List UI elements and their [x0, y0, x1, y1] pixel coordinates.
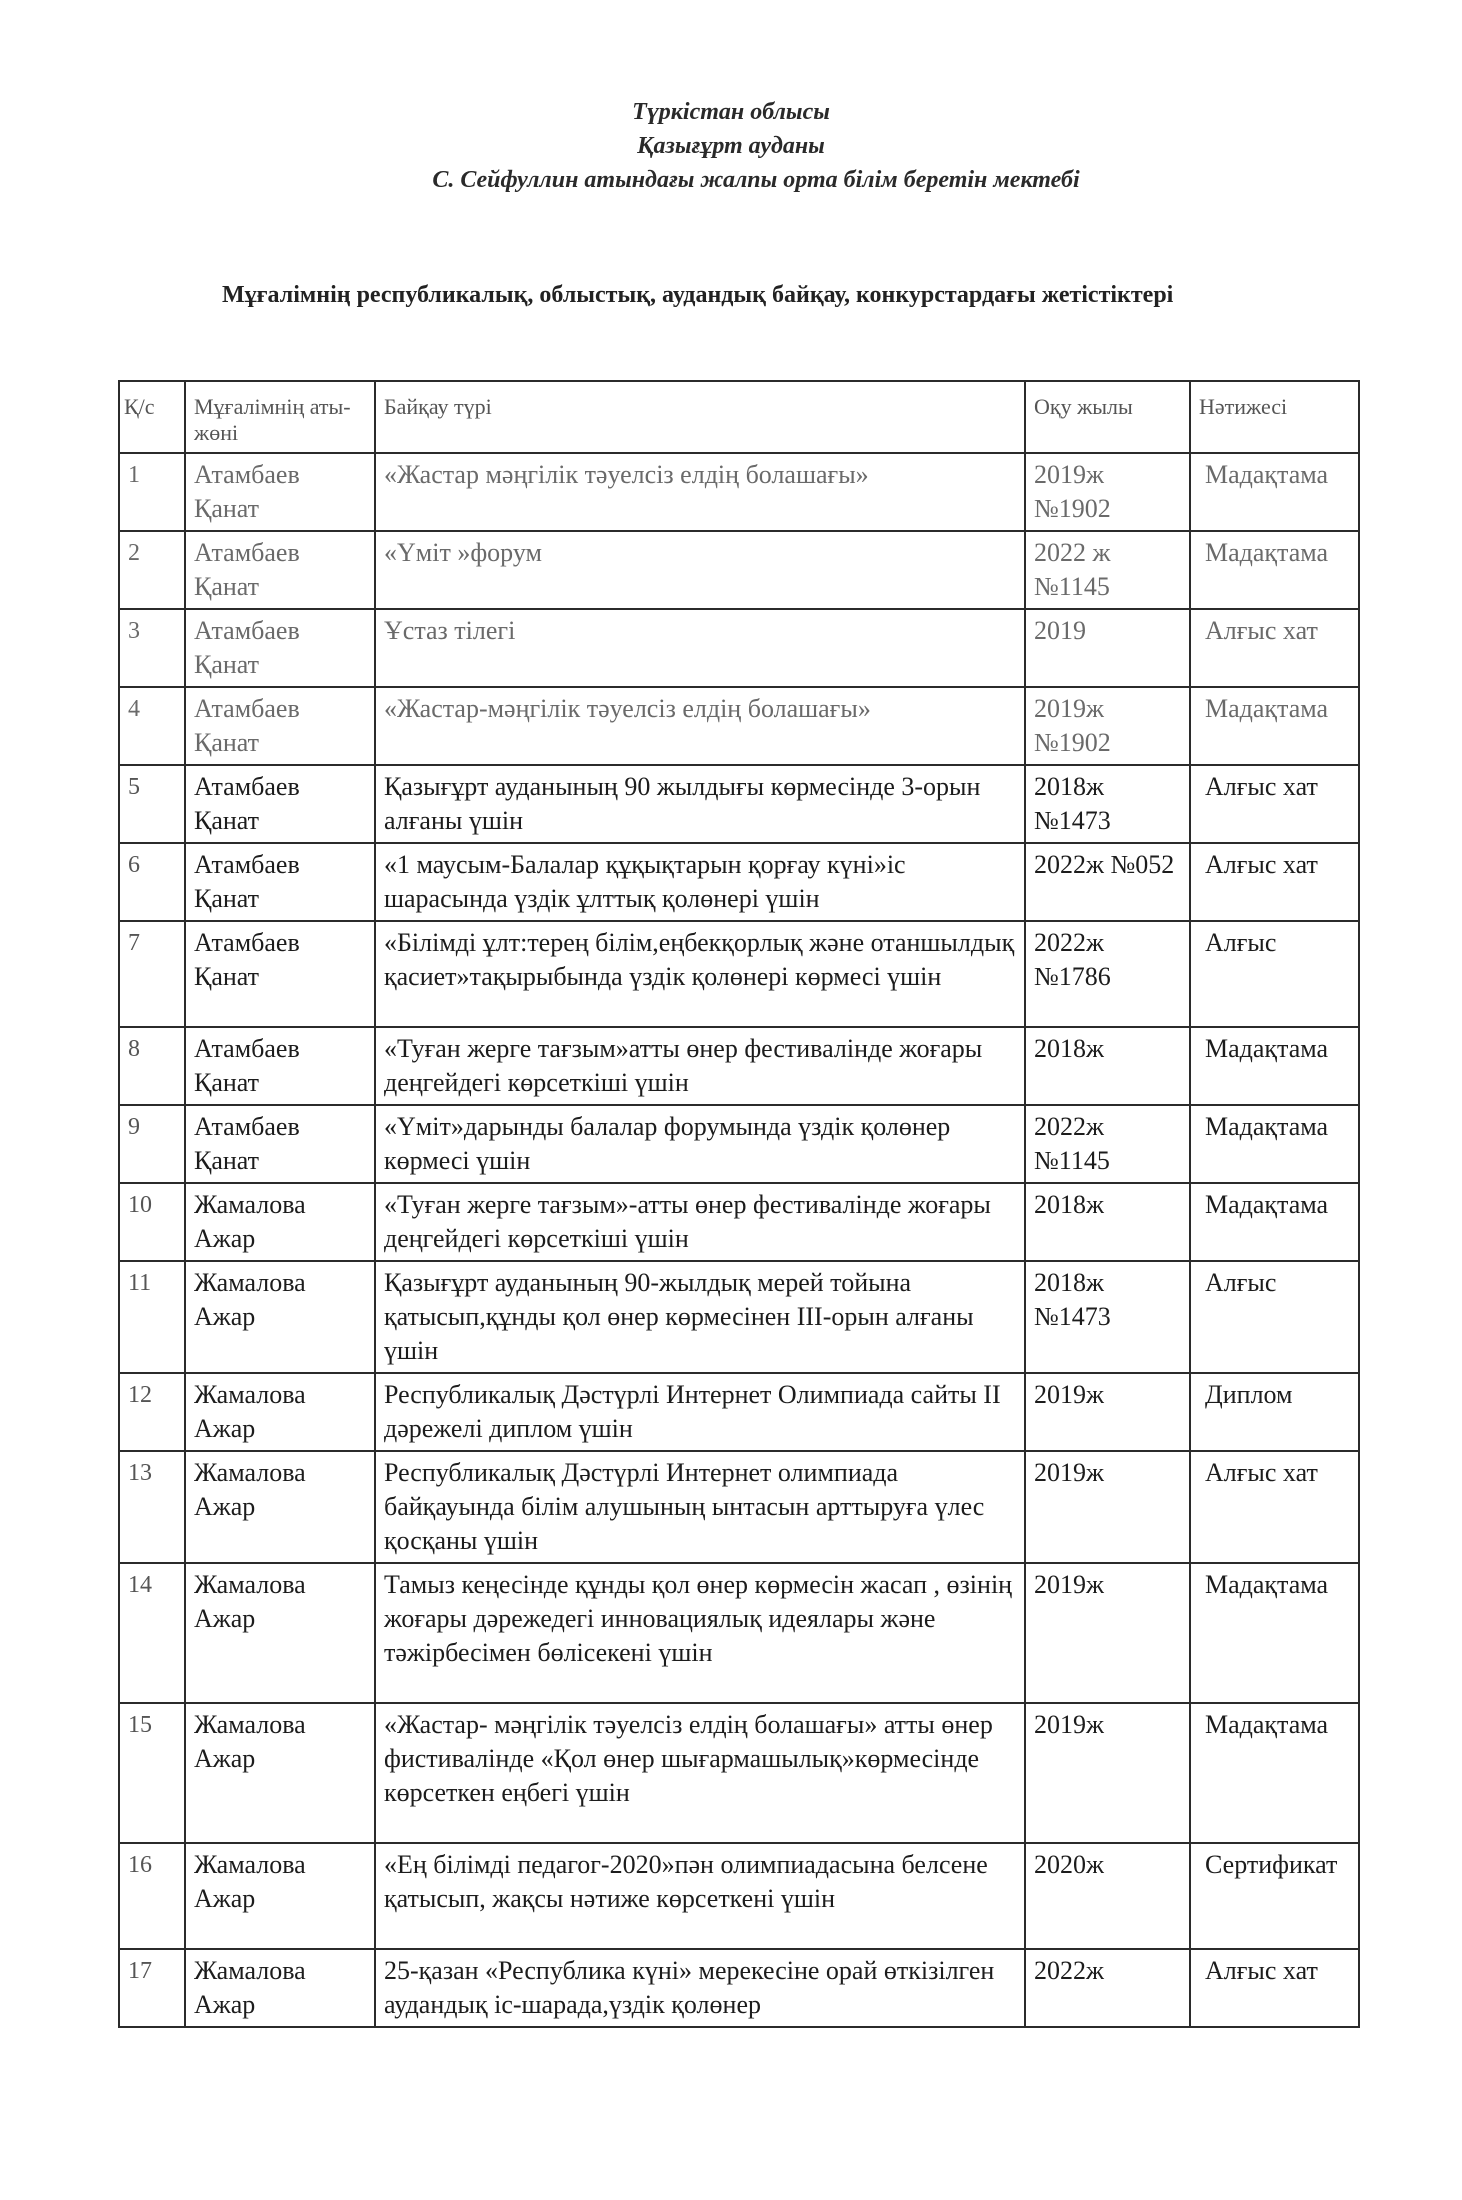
- school-year-cell: 2018ж №1473: [1025, 765, 1190, 843]
- school-year-cell: 2019ж №1902: [1025, 687, 1190, 765]
- result-cell: Алғыс хат: [1190, 1451, 1359, 1563]
- teacher-name-cell: Жамалова Ажар: [185, 1451, 375, 1563]
- table-row: [119, 1373, 1359, 1451]
- contest-type-cell: Тамыз кеңесінде құнды қол өнер көрмесін жасап , өзінің жоғары дәрежедегі инновациялық идеялары және тәжірбесімен бөлісекені үшін: [375, 1563, 1025, 1703]
- result-cell: Мадақтама: [1190, 531, 1359, 609]
- table-row: [119, 765, 1359, 843]
- teacher-name-cell: Жамалова Ажар: [185, 1949, 375, 2027]
- table-row: [119, 1563, 1359, 1703]
- table-row: [119, 921, 1359, 1027]
- table-row: [119, 687, 1359, 765]
- table-row: [119, 1703, 1359, 1843]
- teacher-name-cell: Атамбаев Қанат: [185, 843, 375, 921]
- school-year-cell: 2019ж: [1025, 1451, 1190, 1563]
- row-number-cell: 4: [119, 687, 185, 765]
- school-year-cell: 2020ж: [1025, 1843, 1190, 1949]
- row-number-cell: 14: [119, 1563, 185, 1703]
- result-cell: Мадақтама: [1190, 1183, 1359, 1261]
- table-row: [119, 843, 1359, 921]
- teacher-name-cell: Атамбаев Қанат: [185, 1027, 375, 1105]
- school-year-cell: 2019ж: [1025, 1373, 1190, 1451]
- contest-type-cell: «Жастар- мәңгілік тәуелсіз елдің болашағы» атты өнер фистивалінде «Қол өнер шығармашылық»көрмесінде көрсеткен еңбегі үшін: [375, 1703, 1025, 1843]
- teacher-name-cell: Жамалова Ажар: [185, 1703, 375, 1843]
- row-number-cell: 7: [119, 921, 185, 1027]
- district-line: Қазығұрт ауданы: [637, 133, 825, 159]
- school-year-cell: 2022 ж №1145: [1025, 531, 1190, 609]
- result-cell: Алғыс: [1190, 1261, 1359, 1373]
- contest-type-cell: Қазығұрт ауданының 90-жылдық мерей тойына қатысып,құнды қол өнер көрмесінен III-орын алғаны үшін: [375, 1261, 1025, 1373]
- school-year-cell: 2019ж: [1025, 1563, 1190, 1703]
- teacher-name-cell: Атамбаев Қанат: [185, 921, 375, 1027]
- row-number-cell: 1: [119, 453, 185, 531]
- contest-type-cell: «Білімді ұлт:терең білім,еңбекқорлық және отаншылдық қасиет»тақырыбында үздік қолөнері көрмесі үшін: [375, 921, 1025, 1027]
- header-number: Қ/с: [119, 381, 185, 453]
- result-cell: Алғыс хат: [1190, 765, 1359, 843]
- school-year-cell: 2022ж №052: [1025, 843, 1190, 921]
- contest-type-cell: «1 маусым-Балалар құқықтарын қорғау күні»іс шарасында үздік ұлттық қолөнері үшін: [375, 843, 1025, 921]
- row-number-cell: 3: [119, 609, 185, 687]
- table-row: [119, 1949, 1359, 2027]
- teacher-name-cell: Жамалова Ажар: [185, 1261, 375, 1373]
- row-number-cell: 9: [119, 1105, 185, 1183]
- contest-type-cell: «Жастар мәңгілік тәуелсіз елдің болашағы»: [375, 453, 1025, 531]
- header-result: Нәтижесі: [1190, 381, 1359, 453]
- school-year-cell: 2019: [1025, 609, 1190, 687]
- teacher-name-cell: Жамалова Ажар: [185, 1373, 375, 1451]
- result-cell: Сертификат: [1190, 1843, 1359, 1949]
- table-row: [119, 1027, 1359, 1105]
- contest-type-cell: Ұстаз тілегі: [375, 609, 1025, 687]
- contest-type-cell: «Үміт »форум: [375, 531, 1025, 609]
- result-cell: Мадақтама: [1190, 1027, 1359, 1105]
- contest-type-cell: «Туған жерге тағзым»атты өнер фестивалінде жоғары деңгейдегі көрсеткіші үшін: [375, 1027, 1025, 1105]
- result-cell: Алғыс хат: [1190, 609, 1359, 687]
- header-teacher-name: Мұғалімнің аты-жөні: [185, 381, 375, 453]
- header-contest-type: Байқау түрі: [375, 381, 1025, 453]
- row-number-cell: 6: [119, 843, 185, 921]
- contest-type-cell: 25-қазан «Республика күні» мерекесіне орай өткізілген аудандық іс-шарада,үздік қолөнер: [375, 1949, 1025, 2027]
- row-number-cell: 16: [119, 1843, 185, 1949]
- school-line: С. Сейфуллин атындағы жалпы орта білім беретін мектебі: [432, 167, 1080, 193]
- teacher-name-cell: Атамбаев Қанат: [185, 687, 375, 765]
- table-row: [119, 1183, 1359, 1261]
- school-year-cell: 2018ж: [1025, 1183, 1190, 1261]
- achievements-table: [118, 380, 1360, 2028]
- result-cell: Мадақтама: [1190, 453, 1359, 531]
- row-number-cell: 11: [119, 1261, 185, 1373]
- contest-type-cell: Республикалық Дәстүрлі Интернет олимпиада байқауында білім алушының ынтасын арттыруға үлес қосқаны үшін: [375, 1451, 1025, 1563]
- row-number-cell: 17: [119, 1949, 185, 2027]
- teacher-name-cell: Жамалова Ажар: [185, 1183, 375, 1261]
- school-year-cell: 2019ж: [1025, 1703, 1190, 1843]
- row-number-cell: 10: [119, 1183, 185, 1261]
- table-body: [119, 453, 1359, 2027]
- contest-type-cell: «Жастар-мәңгілік тәуелсіз елдің болашағы»: [375, 687, 1025, 765]
- teacher-name-cell: Атамбаев Қанат: [185, 453, 375, 531]
- school-year-cell: 2019ж №1902: [1025, 453, 1190, 531]
- result-cell: Мадақтама: [1190, 1105, 1359, 1183]
- contest-type-cell: «Туған жерге тағзым»-атты өнер фестивалінде жоғары деңгейдегі көрсеткіші үшін: [375, 1183, 1025, 1261]
- row-number-cell: 13: [119, 1451, 185, 1563]
- row-number-cell: 2: [119, 531, 185, 609]
- document-title: Мұғалімнің республикалық, облыстық, аудандық байқау, конкурстардағы жетістіктері: [222, 282, 1174, 308]
- school-year-cell: 2018ж: [1025, 1027, 1190, 1105]
- teacher-name-cell: Атамбаев Қанат: [185, 765, 375, 843]
- teacher-name-cell: Атамбаев Қанат: [185, 531, 375, 609]
- row-number-cell: 8: [119, 1027, 185, 1105]
- result-cell: Мадақтама: [1190, 1703, 1359, 1843]
- school-year-cell: 2022ж №1145: [1025, 1105, 1190, 1183]
- table-row: [119, 609, 1359, 687]
- contest-type-cell: «Үміт»дарынды балалар форумында үздік қолөнер көрмесі үшін: [375, 1105, 1025, 1183]
- school-year-cell: 2022ж: [1025, 1949, 1190, 2027]
- school-year-cell: 2022ж №1786: [1025, 921, 1190, 1027]
- table-row: [119, 1451, 1359, 1563]
- teacher-name-cell: Атамбаев Қанат: [185, 1105, 375, 1183]
- result-cell: Мадақтама: [1190, 687, 1359, 765]
- row-number-cell: 5: [119, 765, 185, 843]
- contest-type-cell: «Ең білімді педагог-2020»пән олимпиадасына белсене қатысып, жақсы нәтиже көрсеткені үшін: [375, 1843, 1025, 1949]
- result-cell: Алғыс хат: [1190, 1949, 1359, 2027]
- table-row: [119, 1843, 1359, 1949]
- row-number-cell: 15: [119, 1703, 185, 1843]
- table-row: [119, 1105, 1359, 1183]
- teacher-name-cell: Жамалова Ажар: [185, 1563, 375, 1703]
- result-cell: Мадақтама: [1190, 1563, 1359, 1703]
- school-year-cell: 2018ж №1473: [1025, 1261, 1190, 1373]
- table-row: [119, 1261, 1359, 1373]
- teacher-name-cell: Атамбаев Қанат: [185, 609, 375, 687]
- result-cell: Алғыс хат: [1190, 843, 1359, 921]
- contest-type-cell: Республикалық Дәстүрлі Интернет Олимпиада сайты II дәрежелі диплом үшін: [375, 1373, 1025, 1451]
- table-row: [119, 453, 1359, 531]
- result-cell: Алғыс: [1190, 921, 1359, 1027]
- region-line: Түркістан облысы: [632, 99, 830, 125]
- result-cell: Диплом: [1190, 1373, 1359, 1451]
- document-header: [0, 95, 1462, 197]
- contest-type-cell: Қазығұрт ауданының 90 жылдығы көрмесінде 3-орын алғаны үшін: [375, 765, 1025, 843]
- table-row: [119, 531, 1359, 609]
- table-header-row: [119, 381, 1359, 453]
- header-school-year: Оқу жылы: [1025, 381, 1190, 453]
- teacher-name-cell: Жамалова Ажар: [185, 1843, 375, 1949]
- row-number-cell: 12: [119, 1373, 185, 1451]
